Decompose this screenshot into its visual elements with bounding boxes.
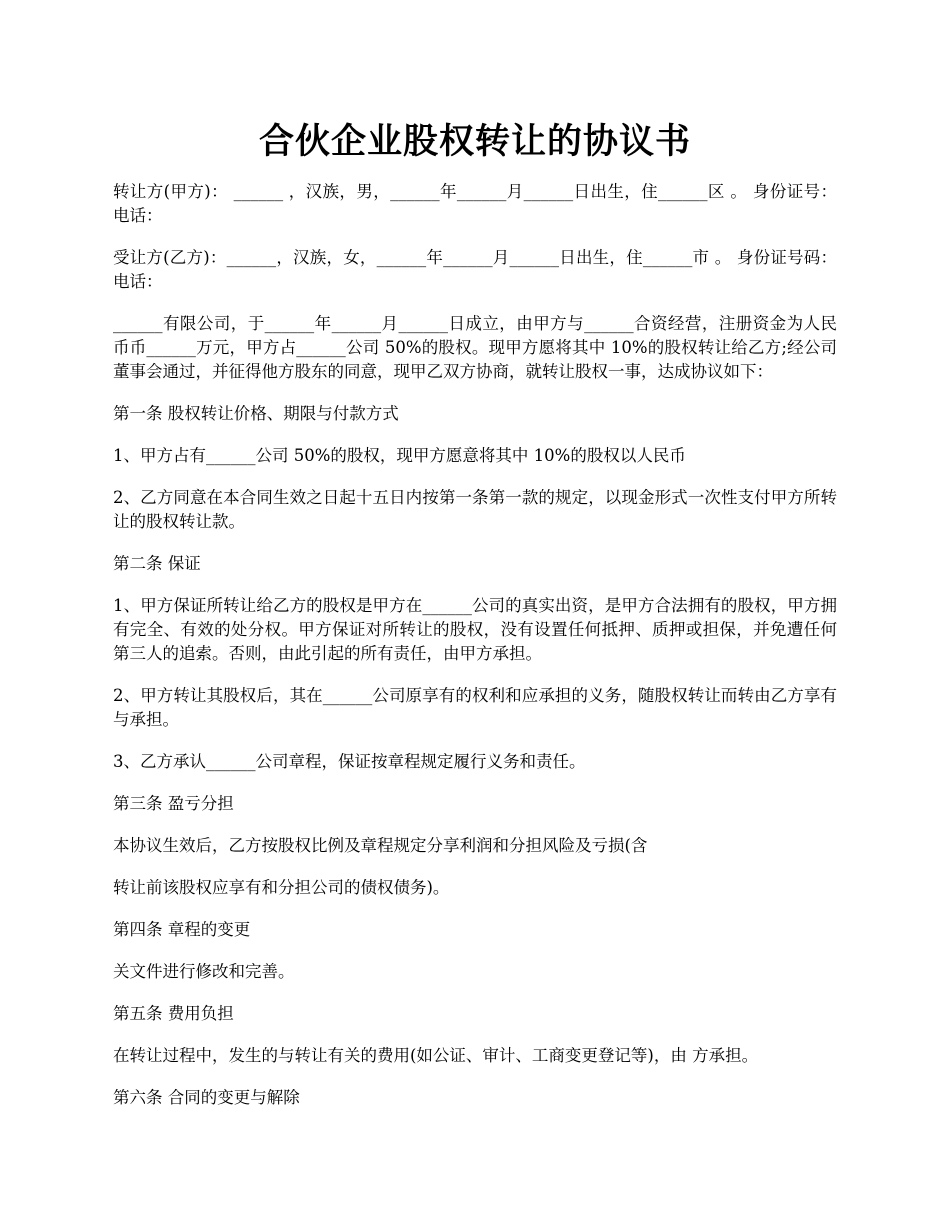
- article-6-heading: 第六条 合同的变更与解除: [113, 1088, 300, 1107]
- article-2-heading: 第二条 保证: [113, 554, 201, 573]
- article-5-heading: 第五条 费用负担: [113, 1004, 234, 1023]
- document-body: [113, 180, 837, 1110]
- article-2-clause-3: 3、乙方承认______公司章程，保证按章程规定履行义务和责任。: [113, 752, 586, 771]
- article-2-clause-2: 2、甲方转让其股权后，其在______公司原享有的权利和应承担的义务，随股权转让而转由乙方享有与承担。: [113, 686, 837, 729]
- article-1-clause-2: 2、乙方同意在本合同生效之日起十五日内按第一条第一款的规定，以现金形式一次性支付甲方所转让的股权转让款。: [113, 488, 837, 531]
- paragraph-transferee: 受让方(乙方)：______，汉族，女，______年______月______日出生，住______市 。 身份证号码： 电话：: [113, 248, 837, 291]
- document-title: 合伙企业股权转让的协议书: [258, 121, 691, 162]
- article-3-text-line-1: 本协议生效后，乙方按股权比例及章程规定分享利润和分担风险及亏损(含: [113, 836, 648, 855]
- article-5-text: 在转让过程中，发生的与转让有关的费用(如公证、审计、工商变更登记等)，由 方承担。: [113, 1046, 759, 1065]
- article-1-clause-1: 1、甲方占有______公司 50%的股权，现甲方愿意将其中 10%的股权以人民币: [113, 446, 686, 465]
- article-4-heading: 第四条 章程的变更: [113, 920, 251, 939]
- article-3-heading: 第三条 盈亏分担: [113, 794, 234, 813]
- article-2-clause-1: 1、甲方保证所转让给乙方的股权是甲方在______公司的真实出资，是甲方合法拥有的股权，甲方拥有完全、有效的处分权。甲方保证对所转让的股权，没有设置任何抵押、质押或担保，并免遭任何第三人的追索。否则，由此引起的所有责任，由甲方承担。: [113, 596, 837, 663]
- paragraph-company-background: ______有限公司，于______年______月______日成立，由甲方与______合资经营，注册资金为人民币币______万元，甲方占______公司 50%的股权。现甲方愿将其中 10%的股权转让给乙方;经公司董事会通过，并征得他方股东的同意，现甲乙双方协商，就转让股权一事，达成协议如下：: [113, 314, 837, 381]
- article-1-heading: 第一条 股权转让价格、期限与付款方式: [113, 404, 399, 423]
- paragraph-transferor: 转让方(甲方)： ______ ，汉族，男，______年______月______日出生，住______区 。 身份证号： 电话：: [113, 182, 837, 225]
- article-3-text-line-2: 转让前该股权应享有和分担公司的债权债务)。: [113, 878, 450, 897]
- article-4-text: 关文件进行修改和完善。: [113, 962, 295, 981]
